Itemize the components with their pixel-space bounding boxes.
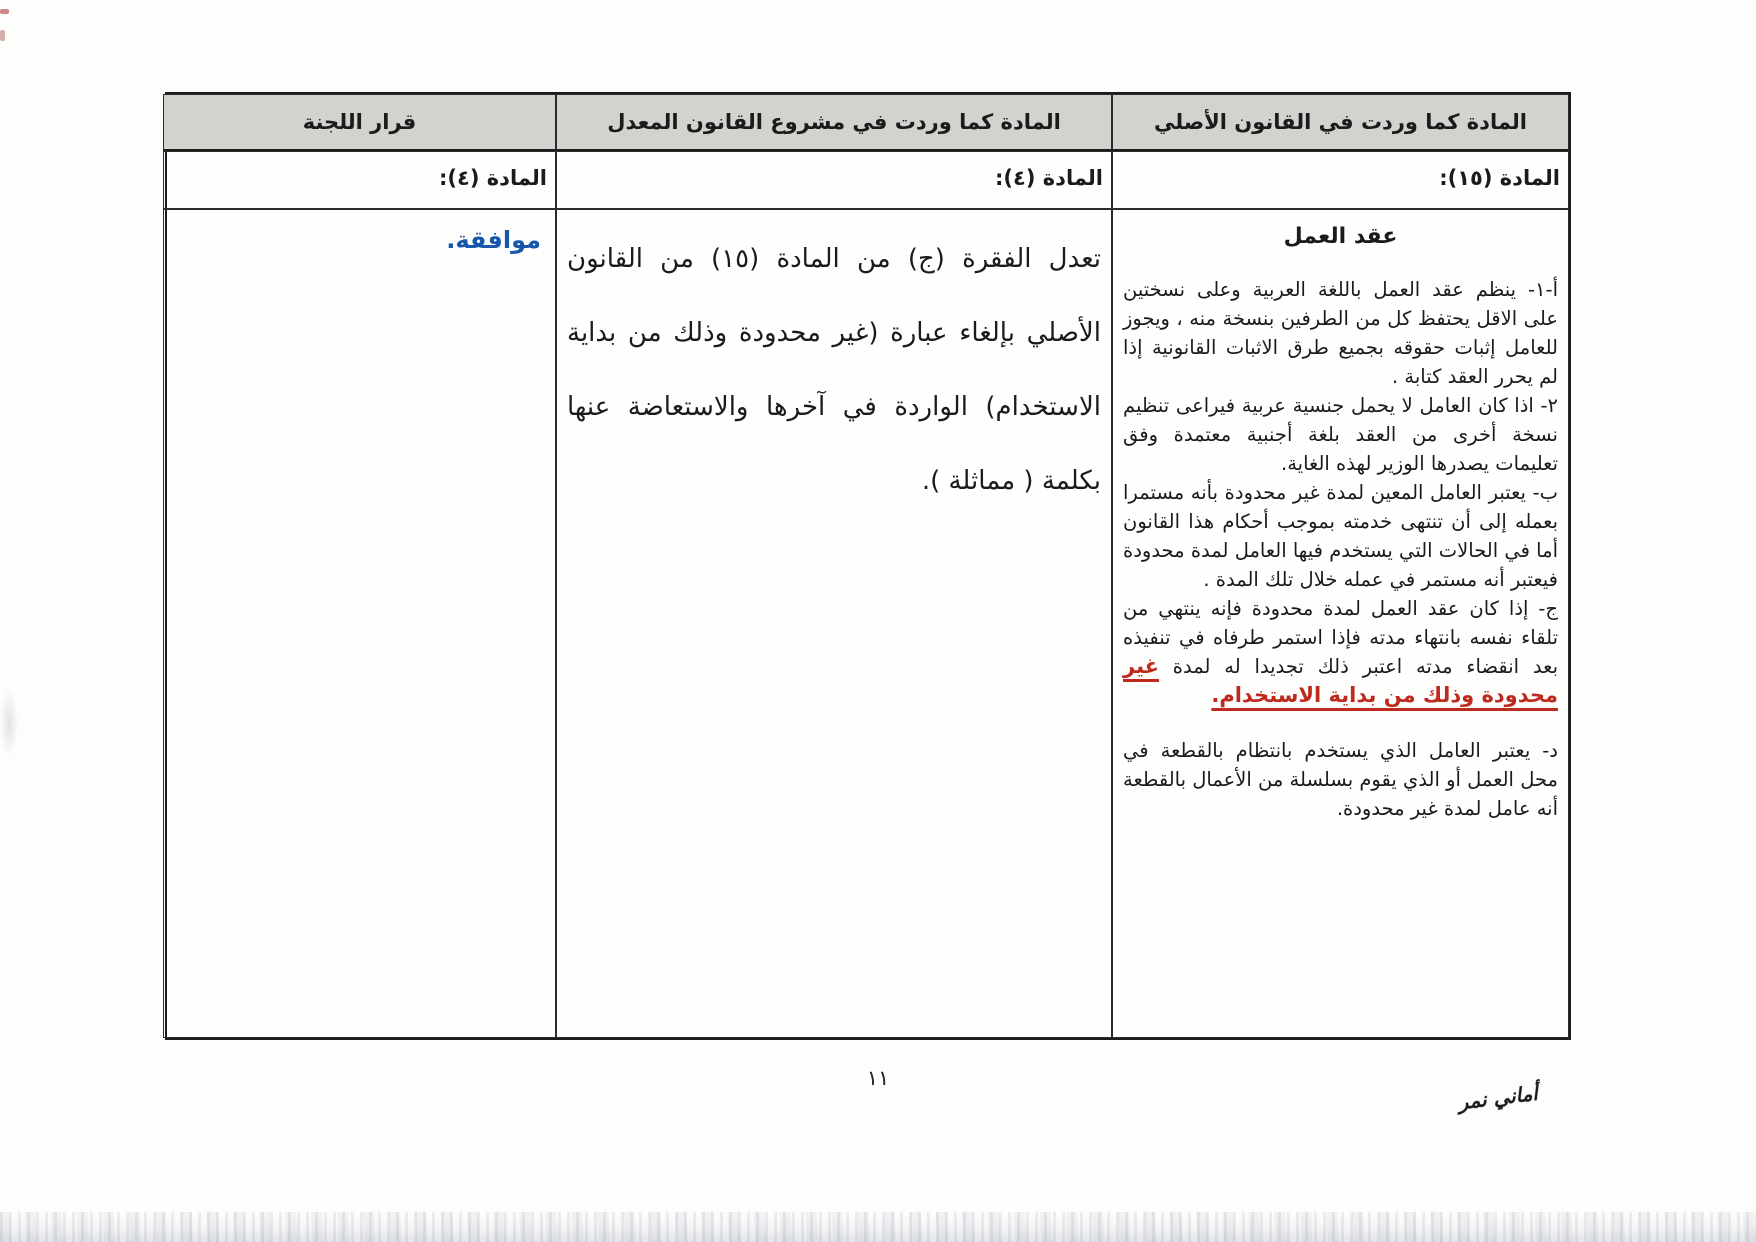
body-cell-original-law (1112, 209, 1569, 1038)
article-number-original: المادة (١٥): (1439, 166, 1560, 190)
original-law-paragraph-a2: ٢- اذا كان العامل لا يحمل جنسية عربية فيراعى تنظيم نسخة أخرى من العقد بلغة أجنبية معتمدة وفق تعليمات يصدرها الوزير لهذه الغاية. (1123, 394, 1558, 475)
page-number: ١١ (866, 1066, 890, 1090)
original-law-paragraph-c (1123, 594, 1558, 710)
draft-law-amendment-text: تعدل الفقرة (ج) من المادة (١٥) من القانون الأصلي بإلغاء عبارة (غير محدودة وذلك من بداية الاستخدام) الواردة في آخرها والاستعاضة عنها بكلمة ( مماثلة ). (567, 244, 1101, 496)
signature-handwriting: أماني نمر (1456, 1080, 1540, 1115)
article-number-decision: المادة (٤): (439, 166, 547, 190)
original-law-paragraph-d: د- يعتبر العامل الذي يستخدم بانتظام بالقطعة في محل العمل أو الذي يقوم بسلسلة من الأعمال بالقطعة أنه عامل لمدة غير محدودة. (1123, 739, 1558, 820)
scan-noise-strip (0, 1212, 1756, 1242)
scan-edge-smudge (0, 688, 18, 758)
article-number-cell-original (1112, 151, 1569, 209)
original-law-paragraph-a1: أ-١- ينظم عقد العمل باللغة العربية وعلى نسختين على الاقل يحتفظ كل من الطرفين بنسخة منه ، ويجوز للعامل إثبات حقوقه بجميع طرق الاثبات القانونية إذا لم يحرر العقد كتابة . (1123, 278, 1558, 388)
original-law-paragraph-b: ب- يعتبر العامل المعين لمدة غير محدودة بأنه مستمرا بعمله إلى أن تنتهى خدمته بموجب أحكام هذا القانون أما في الحالات التي يستخدم فيها العامل لمدة محدودة فيعتبر أنه مستمر في عمله خلال تلك المدة . (1123, 481, 1558, 591)
paragraph-c-red-underlined-text: غير محدودة وذلك من بداية الاستخدام. (1123, 654, 1558, 707)
scan-edge-mark (0, 9, 9, 14)
header-cell-draft-law (556, 94, 1112, 151)
header-label-original-law: المادة كما وردت في القانون الأصلي (1154, 110, 1527, 134)
original-law-title: عقد العمل (1283, 224, 1398, 249)
header-label-draft-law: المادة كما وردت في مشروع القانون المعدل (607, 110, 1061, 134)
body-cell-draft-law (556, 209, 1112, 1038)
article-number-cell-decision (163, 151, 556, 209)
article-number-cell-draft (556, 151, 1112, 209)
paragraph-c-black-text: ج- إذا كان عقد العمل لمدة محدودة فإنه ينتهي من تلقاء نفسه بانتهاء مدته فإذا استمر طرفاه في تنفيذه بعد انقضاء مدته اعتبر ذلك تجديدا له لمدة (1123, 597, 1558, 678)
law-comparison-table (165, 92, 1571, 1040)
scan-edge-mark (0, 30, 5, 41)
header-label-committee-decision: قرار اللجنة (302, 110, 417, 134)
article-number-draft: المادة (٤): (995, 166, 1103, 190)
header-cell-committee-decision (163, 94, 556, 151)
committee-decision-text: موافقة. (446, 226, 541, 254)
header-cell-original-law (1112, 94, 1569, 151)
body-cell-committee-decision (163, 209, 556, 1038)
